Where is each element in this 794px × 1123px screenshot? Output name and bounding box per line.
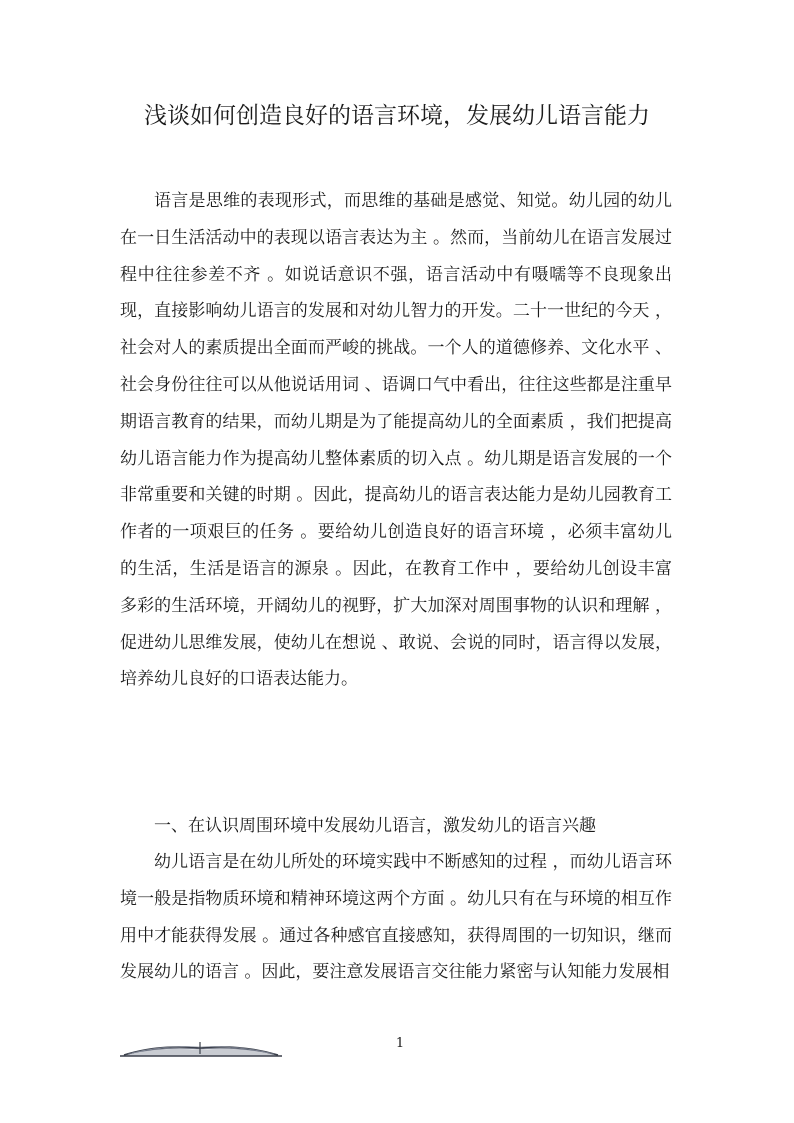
section-heading: 一、在认识周围环境中发展幼儿语言，激发幼儿的语言兴趣 xyxy=(154,816,596,836)
page-number: 1 xyxy=(395,1036,405,1051)
document-title: 浅谈如何创造良好的语言环境，发展幼儿语言能力 xyxy=(144,103,650,129)
open-book-icon xyxy=(118,1036,284,1058)
paragraph-intro: 语言是思维的表现形式，而思维的基础是感觉、知觉。幼儿园的幼儿在一日生活活动中的表现以语言表达为主 。然而，当前幼儿在语言发展过程中往往参差不齐 。如说话意识不强，语言活动中有嗫嚅等不良现象出现，直接影响幼儿语言的发展和对幼儿智力的开发。二十一世纪的今天 ，社会对人的素质提出全面而严峻的挑战。一个人的道德修养、文化水平 、社会身份往往可以从他说话用词 、语调口气中看出，往往这些都是注重早期语言教育的结果，而幼儿期是为了能提高幼儿的全面素质 ，我们把提高幼儿语言能力作为提高幼儿整体素质的切入点 。幼儿期是语言发展的一个非常重要和关键的时期 。因此，提高幼儿的语言表达能力是幼儿园教育工作者的一项艰巨的任务 。要给幼儿创造良好的语言环境 ，必须丰富幼儿的生活，生活是语言的源泉 。因此，在教育工作中 ，要给幼儿创设丰富多彩的生活环境，开阔幼儿的视野，扩大加深对周围事物的认识和理解 ，促进幼儿思维发展，使幼儿在想说 、敢说、会说的同时，语言得以发展，培养幼儿良好的口语表达能力。 xyxy=(120,191,672,690)
paragraph-section-1: 幼儿语言是在幼儿所处的环境实践中不断感知的过程 ，而幼儿语言环境一般是指物质环境和精神环境这两个方面 。幼儿只有在与环境的相互作用中才能获得发展 。通过各种感官直接感知，获得周围的一切知识，继而发展幼儿的语言 。因此，要注意发展语言交往能力紧密与认知能力发展相 xyxy=(120,852,672,983)
